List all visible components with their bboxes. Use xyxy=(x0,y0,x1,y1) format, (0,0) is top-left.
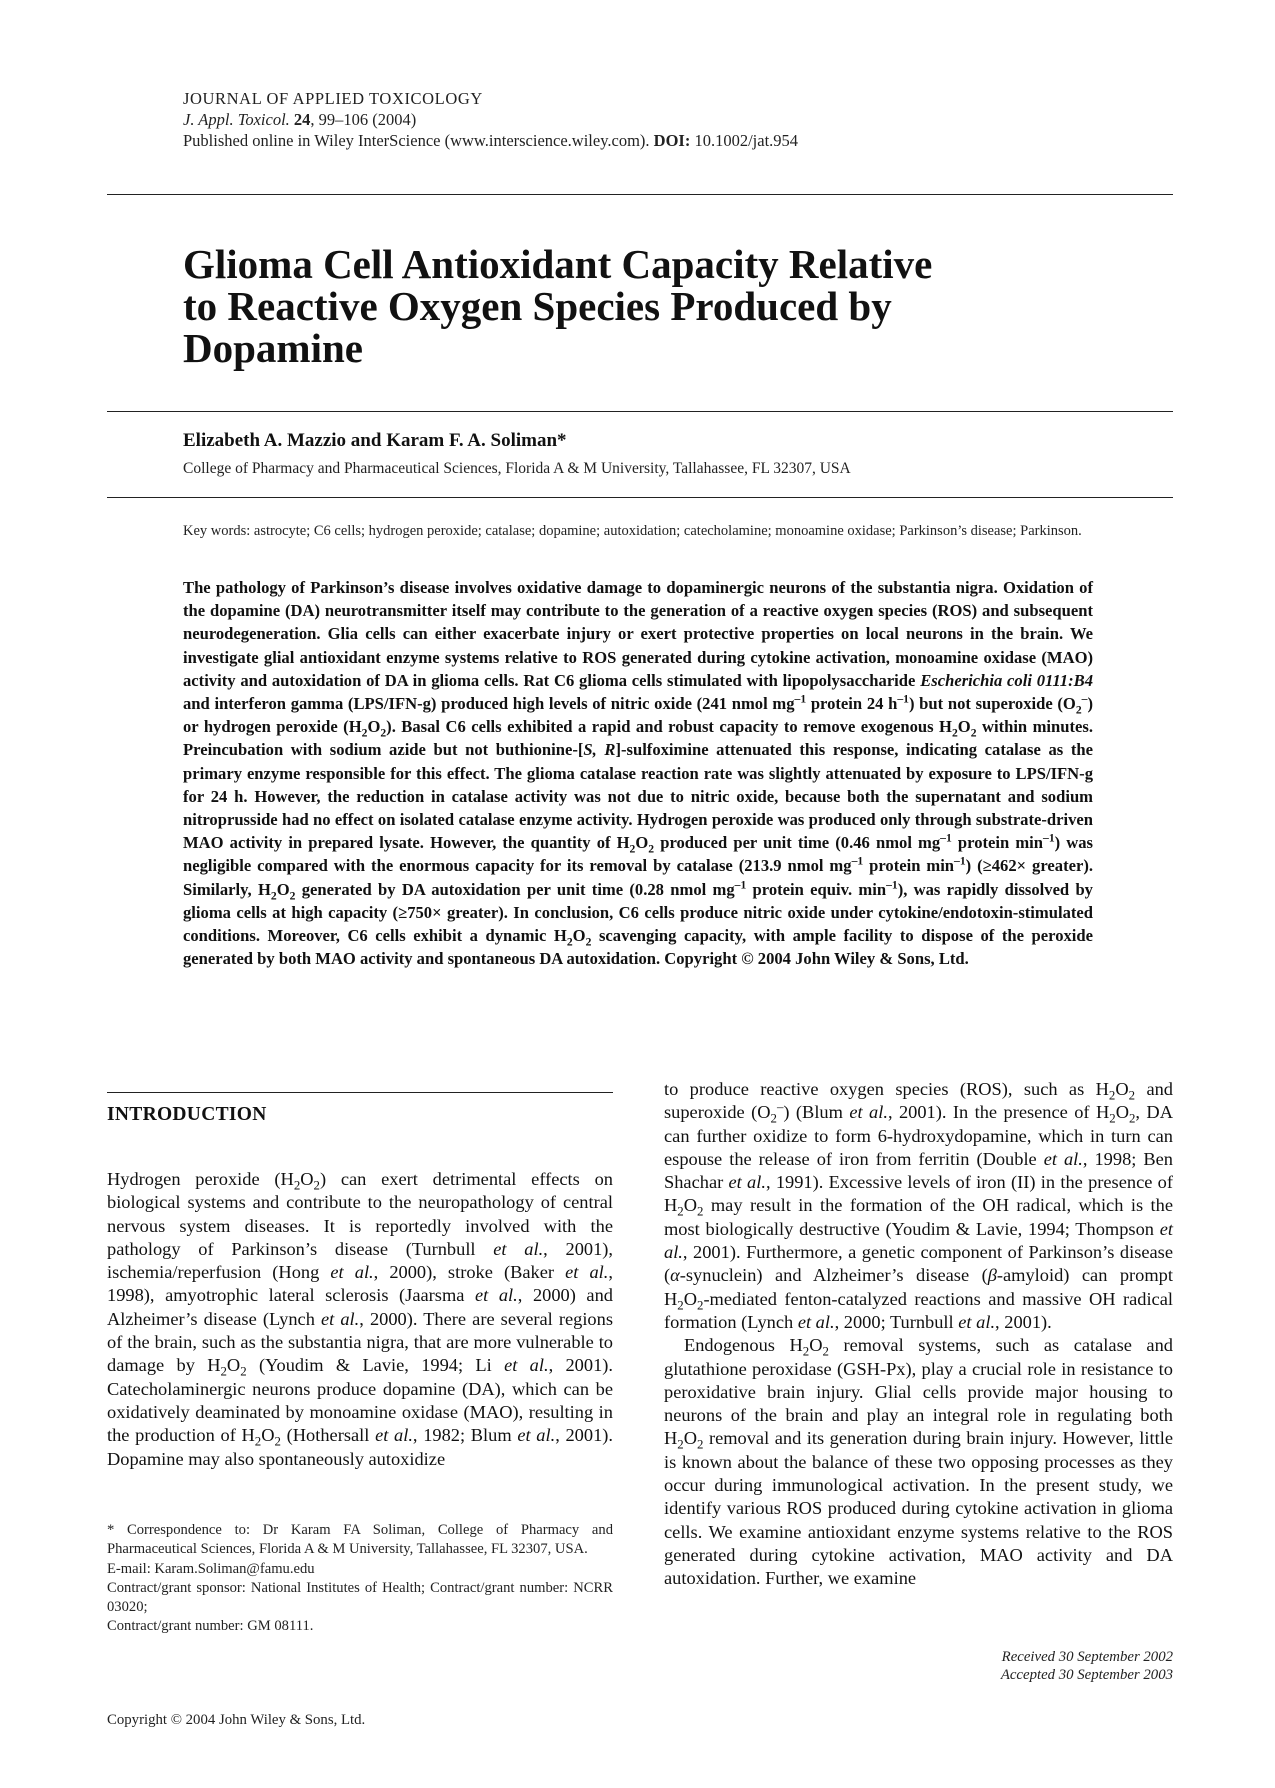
affiliation-rule xyxy=(107,497,1173,498)
grant-sponsor: Contract/grant sponsor: National Institutes of Health; Contract/grant number: NCRR 03020; xyxy=(107,1579,613,1616)
publication-info: Published online in Wiley InterScience (www.interscience.wiley.com). DOI: 10.1002/jat.954 xyxy=(183,131,799,150)
received-date: Received 30 September 2002 xyxy=(1001,1649,1173,1665)
journal-header xyxy=(183,88,798,151)
article-title: Glioma Cell Antioxidant Capacity Relative to Reactive Oxygen Species Produced by Dopamine xyxy=(183,241,933,371)
authors: Elizabeth A. Mazzio and Karam F. A. Soliman* xyxy=(183,430,567,451)
journal-name: JOURNAL OF APPLIED TOXICOLOGY xyxy=(183,89,483,108)
header-rule xyxy=(107,194,1173,195)
correspondence-footnote xyxy=(107,1521,613,1637)
intro-paragraph-1-continued: to produce reactive oxygen species (ROS), such as $H_2O_2$ and superoxide $(O_2^-)$ (Blum et al., 2001). In the presence of $H_2O_2$, DA can further oxidize to form 6-hydroxydopamine, which in turn can espouse the release of iron from ferritin (Double et al., 1998; Ben Shachar et al., 1991). Excessive levels of iron (II) in the presence of $H_2O_2$ may result in the formation of the OH radical, which is the most biologically destructive (Youdim & Lavie, 1994; Thompson et al., 2001). Furthermore, a genetic component of Parkinson’s disease (α-synuclein) and Alzheimer’s disease (β-amyloid) can prompt $H_2O_2$-mediated fenton-catalyzed reactions and massive OH radical formation (Lynch et al., 2000; Turnbull et al., 2001). xyxy=(664,1079,1174,1332)
correspondence-email: E-mail: Karam.Soliman@famu.edu xyxy=(107,1560,315,1577)
correspondence-address: * Correspondence to: Dr Karam FA Soliman, College of Pharmacy and Pharmaceutical Sciences, Florida A & M University, Tallahassee, FL 32307, USA. xyxy=(107,1522,613,1558)
title-rule xyxy=(107,411,1173,412)
doi-value: 10.1002/jat.954 xyxy=(694,131,799,150)
abstract: The pathology of Parkinson’s disease involves oxidative damage to dopaminergic neurons of the substantia nigra. Oxidation of the dopamine (DA) neurotransmitter itself may contribute to the generation of a reactive oxygen species (ROS) and subsequent neurodegeneration. Glia cells can either exacerbate injury or exert protective properties on local neurons in the brain. We investigate glial antioxidant enzyme systems relative to ROS generated during cytokine activation, monoamine oxidase (MAO) activity and autoxidation of DA in glioma cells. Rat C6 glioma cells stimulated with lipopolysaccharide Escherichia coli 0111:B4 and interferon gamma (LPS/IFN-g) produced high levels of nitric oxide (241 nmol $mg^{-1}$ protein 24 $h^{-1}$) but not superoxide $(O_2^-)$ or hydrogen peroxide $(H_2O_2)$. Basal C6 cells exhibited a rapid and robust capacity to remove exogenous $H_2O_2$ within minutes. Preincubation with sodium azide but not buthionine-[S, R]-sulfoximine attenuated this response, indicating catalase as the primary enzyme responsible for this effect. The glioma catalase reaction rate was slightly attenuated by exposure to LPS/IFN-g for 24 h. However, the reduction in catalase activity was not due to nitric oxide, because both the supernatant and sodium nitroprusside had no effect on isolated catalase enzyme activity. Hydrogen peroxide was produced only through substrate-driven MAO activity in prepared lysate. However, the quantity of $H_2O_2$ produced per unit time (0.46 nmol $mg^{-1}$ protein $\min^{-1}$) was negligible compared with the enormous capacity for its removal by catalase (213.9 nmol $mg^{-1}$ protein $\min^{-1}$) (≥462× greater). Similarly, $H_2O_2$ generated by DA autoxidation per unit time (0.28 nmol $mg^{-1}$ protein equiv. $\min^{-1}$), was rapidly dissolved by glioma cells at high capacity (≥750× greater). In conclusion, C6 cells produce nitric oxide under cytokine/endotoxin-stimulated conditions. Moreover, C6 cells exhibit a dynamic $H_2O_2$ scavenging capacity, with ample facility to dispose of the peroxide generated by both MAO activity and spontaneous DA autoxidation. Copyright © 2004 John Wiley & Sons, Ltd. xyxy=(183,578,1094,969)
keywords: Key words: astrocyte; C6 cells; hydrogen peroxide; catalase; dopamine; autoxidation; catecholamine; monoamine oxidase; Parkinson’s disease; Parkinson. xyxy=(183,523,1082,539)
doi-label: DOI: xyxy=(653,131,691,150)
received-accepted-dates xyxy=(1001,1648,1173,1684)
grant-number: Contract/grant number: GM 08111. xyxy=(107,1618,314,1635)
page-copyright: Copyright © 2004 John Wiley & Sons, Ltd. xyxy=(107,1712,366,1728)
section-heading-introduction: INTRODUCTION xyxy=(107,1104,267,1125)
affiliation: College of Pharmacy and Pharmaceutical Sciences, Florida A & M University, Tallahassee, FL 32307, USA xyxy=(183,460,851,477)
intro-paragraph-1: Hydrogen peroxide $(H_2O_2)$ can exert detrimental effects on biological systems and contribute to the neuropathology of central nervous system diseases. It is reportedly involved with the pathology of Parkinson’s disease (Turnbull et al., 2001), ischemia/reperfusion (Hong et al., 2000), stroke (Baker et al., 1998), amyotrophic lateral sclerosis (Jaarsma et al., 2000) and Alzheimer’s disease (Lynch et al., 2000). There are several regions of the brain, such as the substantia nigra, that are more vulnerable to damage by $H_2O_2$ (Youdim & Lavie, 1994; Li et al., 2001). Catecholaminergic neurons produce dopamine (DA), which can be oxidatively deaminated by monoamine oxidase (MAO), resulting in the production of $H_2O_2$ (Hothersall et al., 1982; Blum et al., 2001). Dopamine may also spontaneously autoxidize xyxy=(107,1169,613,1469)
intro-right-column xyxy=(664,1078,1173,1591)
journal-citation: J. Appl. Toxicol. 24, 99–106 (2004) xyxy=(183,110,417,129)
intro-rule xyxy=(107,1092,613,1093)
intro-left-column xyxy=(107,1168,613,1471)
intro-paragraph-2: Endogenous $H_2O_2$ removal systems, such as catalase and glutathione peroxidase (GSH-Px), play a crucial role in resistance to peroxidative brain injury. Glial cells provide major housing to neurons of the brain and play an integral role in regulating both $H_2O_2$ removal and its generation during brain injury. However, little is known about the balance of these two opposing processes as they occur during immunological activation. In the present study, we identify various ROS produced during cytokine activation in glioma cells. We examine antioxidant enzyme systems relative to the ROS generated during cytokine activation, MAO activity and DA autoxidation. Further, we examine xyxy=(664,1335,1173,1589)
accepted-date: Accepted 30 September 2003 xyxy=(1000,1667,1173,1683)
